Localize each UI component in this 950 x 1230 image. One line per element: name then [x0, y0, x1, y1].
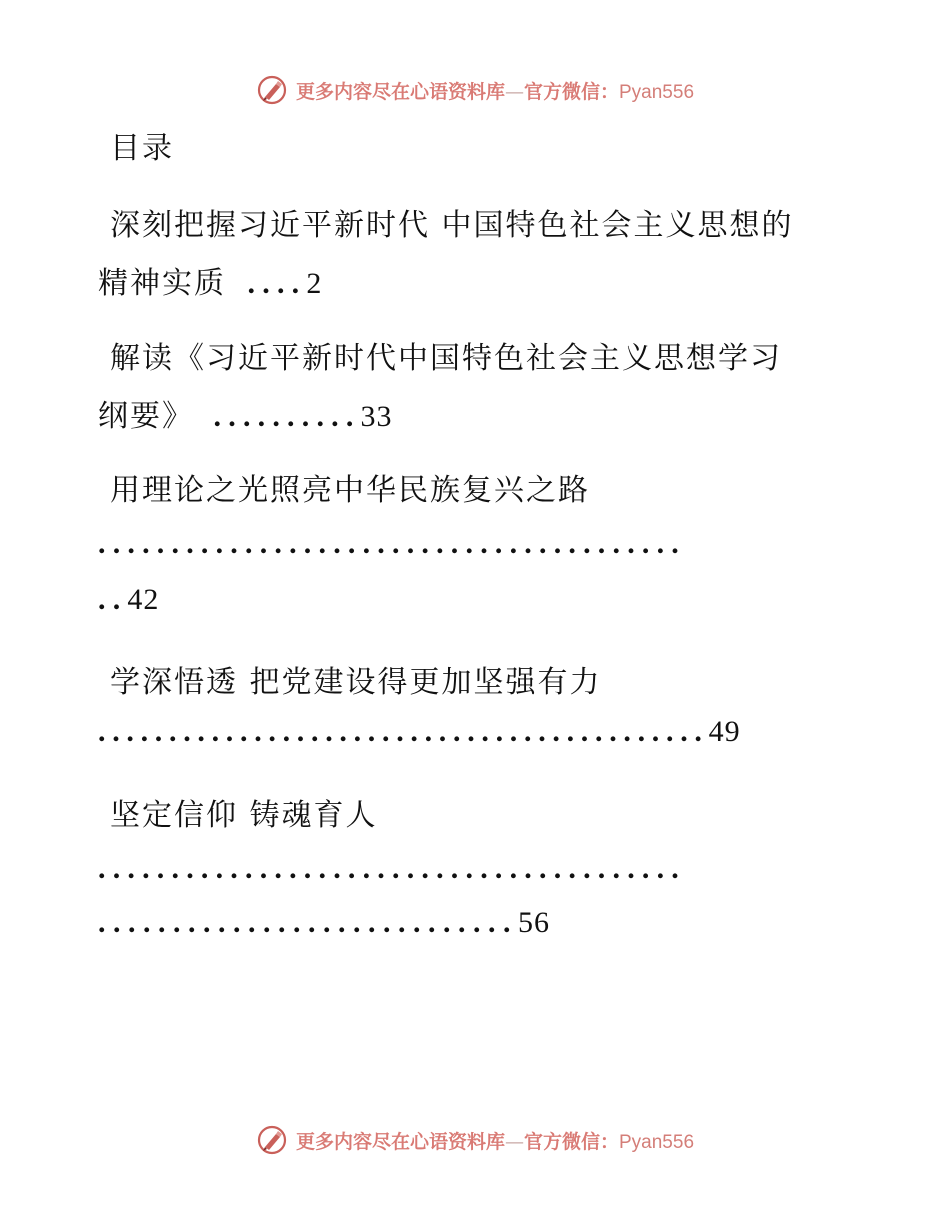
toc-entry-2-title-line2: 纲要》: [98, 399, 194, 434]
toc-entry-3-leader-line2: ..: [98, 583, 128, 616]
pen-logo-icon: [256, 74, 288, 106]
toc-entry-2-leader: ..........: [213, 400, 361, 433]
banner-separator: —: [504, 80, 524, 103]
toc-entry-3-page: 42: [127, 583, 160, 616]
toc-entry-5-line3[interactable]: [98, 905, 550, 940]
wechat-id: Pyan556: [619, 81, 695, 103]
wechat-label: 官方微信：: [523, 80, 619, 103]
pen-logo-icon: [256, 1124, 288, 1156]
toc-entry-5-page: 56: [518, 906, 550, 939]
brand-text: 更多内容尽在心语资料库: [295, 1130, 505, 1153]
wechat-id: Pyan556: [619, 1131, 695, 1153]
footer-banner: [0, 1120, 950, 1160]
toc-entry-1-line2[interactable]: [98, 258, 322, 302]
toc-entry-4-leader: ...........................................: [98, 715, 709, 748]
toc-entry-5-leader-line2: ............................: [98, 906, 518, 939]
wechat-label: 官方微信：: [523, 1130, 619, 1153]
toc-entry-4-line2[interactable]: [98, 714, 741, 749]
header-banner: [0, 70, 950, 110]
toc-entry-1-title-line2: 精神实质: [98, 266, 226, 301]
toc-entry-4-page: 49: [708, 715, 741, 748]
toc-entry-1-page: 2: [306, 267, 323, 300]
toc-entry-2-line2[interactable]: [98, 391, 393, 435]
banner-text: [296, 1127, 694, 1154]
toc-entry-1-title-line1[interactable]: 深刻把握习近平新时代 中国特色社会主义思想的: [110, 208, 794, 243]
toc-entry-1-leader: ....: [247, 267, 307, 300]
brand-text: 更多内容尽在心语资料库: [295, 80, 505, 103]
toc-entry-5-leader-line1: ........................................: [98, 852, 686, 885]
toc-entry-5-title-line1[interactable]: 坚定信仰 铸魂育人: [110, 798, 378, 833]
toc-entry-2-title-line1[interactable]: 解读《习近平新时代中国特色社会主义思想学习: [110, 341, 782, 376]
toc-title: 目录: [110, 131, 174, 166]
toc-entry-3-title-line1[interactable]: 用理论之光照亮中华民族复兴之路: [110, 473, 590, 508]
toc-entry-3-leader-line1: ........................................: [98, 527, 686, 560]
toc-entry-2-page: 33: [360, 400, 393, 433]
toc-entry-4-title-line1[interactable]: 学深悟透 把党建设得更加坚强有力: [110, 665, 602, 700]
toc-entry-3-line3[interactable]: [98, 582, 159, 617]
banner-text: [296, 77, 694, 104]
banner-separator: —: [504, 1130, 524, 1153]
